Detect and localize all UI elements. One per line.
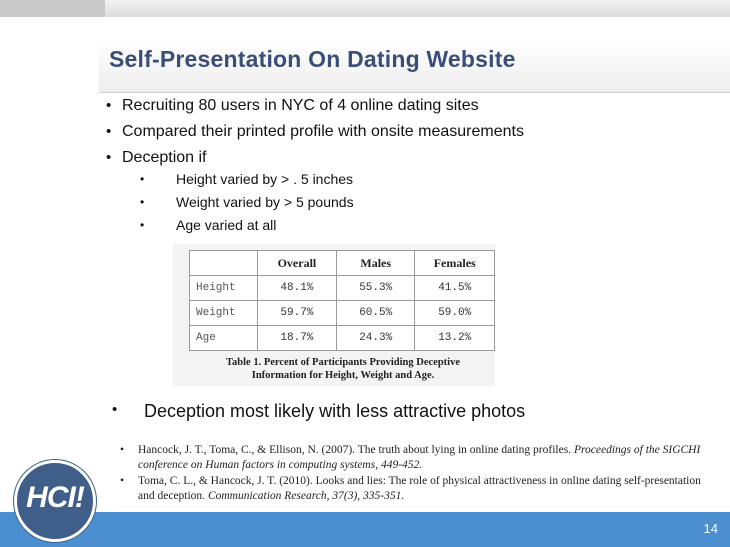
table-row-label: Weight	[190, 301, 258, 326]
table-header-cell: Males	[336, 251, 414, 276]
sub-bullet-marker: •	[140, 218, 145, 232]
table-caption-line: Table 1. Percent of Participants Providing Deceptive	[226, 357, 460, 368]
sub-bullet-marker: •	[140, 172, 145, 186]
table-cell: 48.1%	[257, 276, 336, 301]
table-header-row	[190, 251, 495, 276]
reference-list	[120, 443, 720, 505]
bullet-text: Compared their printed profile with onsite measurements	[122, 123, 524, 140]
bullet-marker: •	[112, 401, 118, 418]
bullet-text: Recruiting 80 users in NYC of 4 online dating sites	[122, 97, 479, 114]
table-header-cell: Overall	[257, 251, 336, 276]
reference-text: Hancock, J. T., Toma, C., & Ellison, N. (2007). The truth about lying in online dating profiles.	[138, 444, 572, 456]
reference-source: Communication Research, 37(3), 335-351.	[207, 490, 405, 502]
table-row-label: Height	[190, 276, 258, 301]
sub-bullet-text: Weight varied by > 5 pounds	[176, 194, 354, 210]
reference-text: Toma, C. L., & Hancock, J. T. (2010). Looks and lies: The role of physical attractiveness in online dating self-presentation and deception.	[138, 475, 701, 502]
table-row	[190, 326, 495, 351]
table-cell: 41.5%	[415, 276, 495, 301]
bullet-marker: •	[106, 149, 112, 166]
hci-logo-text: HCI!	[26, 481, 84, 514]
table-cell: 24.3%	[336, 326, 414, 351]
hci-logo	[14, 460, 96, 542]
sub-bullet-text: Age varied at all	[176, 217, 277, 233]
footer-bar	[0, 512, 730, 547]
deception-table	[189, 250, 495, 351]
table-corner-cell	[190, 251, 258, 276]
reference-item	[120, 474, 720, 504]
bullet-marker: •	[106, 97, 112, 114]
bullet-text: Deception if	[122, 149, 207, 166]
top-bar	[0, 0, 730, 17]
sub-bullet-marker: •	[140, 195, 145, 209]
table-cell: 55.3%	[336, 276, 414, 301]
table-cell: 59.0%	[415, 301, 495, 326]
bullet-marker: •	[106, 123, 112, 140]
table-caption-line: Information for Height, Weight and Age.	[251, 370, 435, 381]
page-number: 14	[703, 521, 718, 536]
table-caption	[193, 356, 493, 382]
reference-marker: •	[120, 444, 125, 456]
table-cell: 13.2%	[415, 326, 495, 351]
table-header-cell: Females	[415, 251, 495, 276]
reference-item	[120, 443, 720, 473]
sub-bullet-text: Height varied by > . 5 inches	[176, 171, 354, 187]
reference-source: Proceedings of the SIGCHI conference on Human factors in computing systems, 449-452.	[138, 444, 701, 471]
table-row	[190, 301, 495, 326]
slide-title: Self-Presentation On Dating Website	[109, 46, 516, 72]
reference-marker: •	[120, 475, 125, 487]
deception-table-figure	[173, 244, 495, 386]
table-cell: 60.5%	[336, 301, 414, 326]
table-row-label: Age	[190, 326, 258, 351]
table-cell: 18.7%	[257, 326, 336, 351]
top-bar-tab	[0, 0, 105, 17]
bullet-text: Deception most likely with less attractive photos	[144, 401, 526, 421]
table-cell: 59.7%	[257, 301, 336, 326]
table-row	[190, 276, 495, 301]
